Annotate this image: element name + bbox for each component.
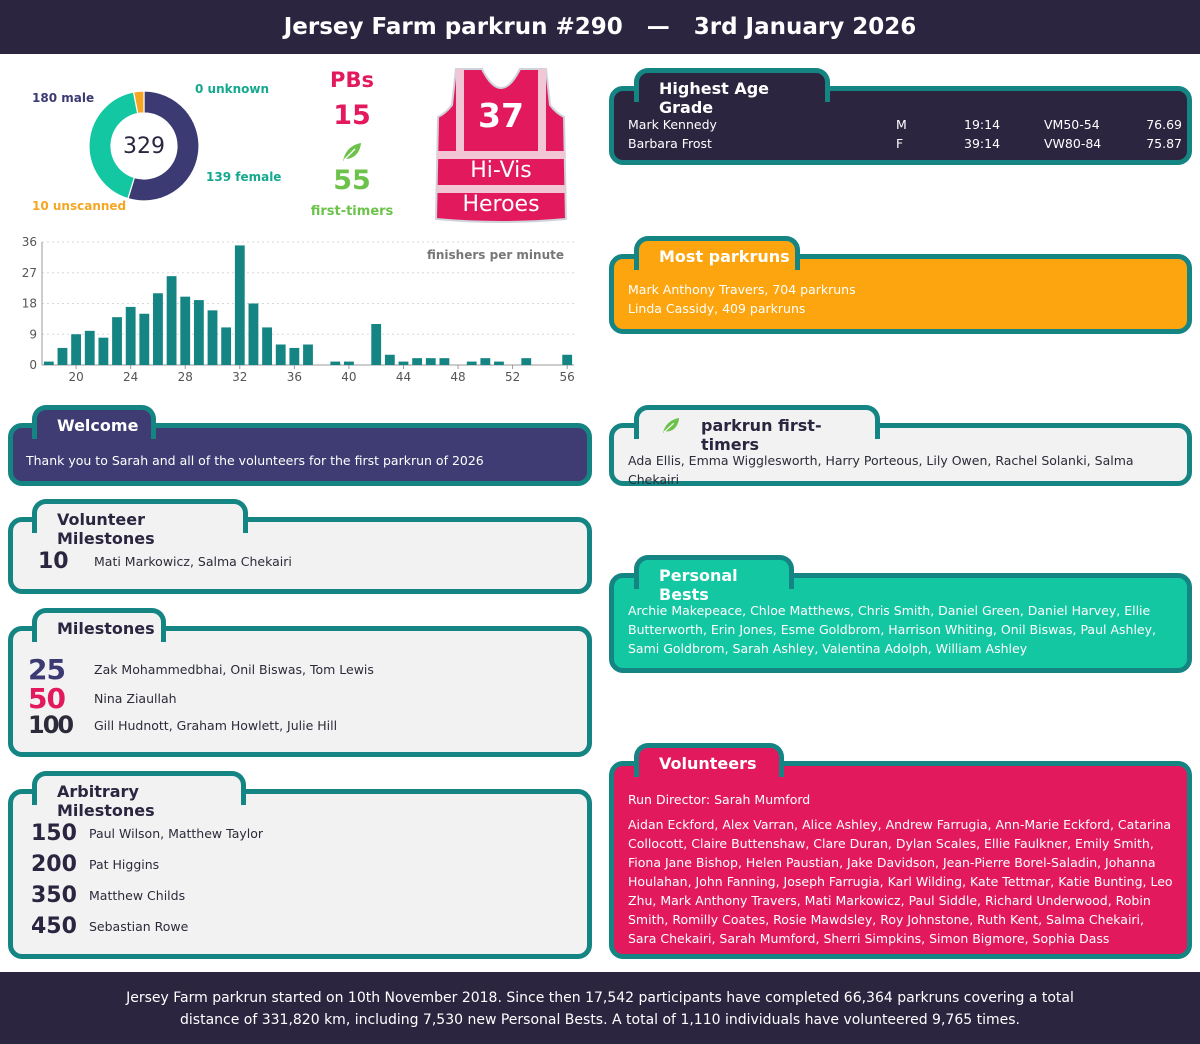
most-parkruns-line: Mark Anthony Travers, 704 parkruns [628, 282, 856, 297]
bar [235, 245, 245, 365]
milestones-tab [32, 608, 166, 642]
bar [112, 317, 122, 365]
bar [71, 334, 81, 365]
arbitrary-row [31, 914, 188, 939]
milestone-names: Gill Hudnott, Graham Howlett, Julie Hill [94, 717, 338, 733]
ag-time: 19:14 [964, 117, 1001, 132]
milestone-names: Zak Mohammedbhai, Onil Biswas, Tom Lewis [94, 662, 374, 677]
volunteers-card [609, 761, 1192, 959]
event-date: 3rd January 2026 [693, 14, 917, 40]
milestone-number: 200 [31, 852, 77, 877]
x-tick-label: 36 [286, 370, 302, 384]
volunteers-names: Aidan Eckford, Alex Varran, Alice Ashley, Andrew Farrugia, Ann-Marie Eckford, Catarina Collocott, Claire Buttenshaw, Clare Duran, Dylan Scales, Ellie Faulkner, Emily Smith, Fiona Jane Bishop, Helen Paustian, Jake Davidson, Jean-Pierre Borel-Saladin, Johanna Houlahan, John Fanning, Joseph Farrugia, Karl Wilding, Kate Tettmar, Katie Bunting, Leo Zhu, Mark Anthony Travers, Mati Markowicz, Paul Siddle, Richard Underwood, Robin Smith, Romilly Coates, Rosie Mawdsley, Roy Johnstone, Ruth Kent, Salma Chekairi, Sara Chekairi, Sarah Mumford, Sherri Simpkins, Simon Bigmore, Sophia Dass [628, 817, 1173, 946]
milestone-badge-25: 25 [28, 653, 65, 686]
bar [562, 355, 572, 365]
gender-donut [88, 90, 200, 202]
bar [139, 314, 149, 365]
volunteers-tab [634, 743, 784, 777]
volunteer-milestones-tab [32, 499, 248, 548]
milestone-row-100 [28, 711, 337, 739]
arbitrary-row [31, 821, 263, 846]
age-grade-tab [634, 68, 830, 117]
hivis-count: 37 [478, 96, 524, 135]
y-tick-label: 0 [29, 358, 37, 372]
x-tick-label: 32 [232, 370, 248, 384]
x-tick-label: 56 [559, 370, 575, 384]
bar [276, 345, 286, 366]
milestone-badge-50: 50 [28, 682, 65, 715]
female-count-label: 139 female [206, 170, 282, 184]
x-tick-label: 20 [68, 370, 84, 384]
y-tick-label: 27 [21, 265, 37, 280]
most-parkruns-tab [634, 236, 800, 270]
bar [85, 331, 95, 365]
milestone-names: Sebastian Rowe [89, 919, 189, 934]
volunteer-milestone-row [38, 549, 292, 574]
finishers-chart [12, 232, 590, 392]
milestone-names: Matthew Childs [89, 888, 186, 903]
personal-bests-names: Archie Makepeace, Chloe Matthews, Chris Smith, Daniel Green, Daniel Harvey, Ellie Butterworth, Erin Jones, Esme Goldbrom, Harrison Whiting, Onil Biswas, Paul Ashley, Sami Goldbrom, Sarah Ashley, Valentina Adolph, William Ashley [628, 603, 1156, 656]
bar [494, 362, 504, 365]
ag-category: VM50-54 [1044, 117, 1100, 132]
bar [412, 358, 422, 365]
most-parkruns-title: Most parkruns [659, 247, 790, 266]
age-grade-row [628, 115, 1182, 134]
age-grade-table [628, 115, 1182, 153]
pbs-count: 15 [333, 100, 371, 131]
bar [58, 348, 68, 365]
welcome-tab [32, 405, 156, 439]
milestones-title: Milestones [57, 619, 155, 638]
personal-bests-tab [634, 555, 794, 604]
bar [480, 358, 490, 365]
milestones-card [8, 626, 592, 757]
x-tick-label: 40 [341, 370, 357, 384]
welcome-title: Welcome [57, 416, 139, 435]
pbs-title: PBs [330, 68, 374, 92]
bar [439, 358, 449, 365]
volunteer-milestones-title: Volunteer Milestones [57, 510, 155, 548]
first-timers-label: first-timers [310, 204, 394, 219]
ag-grade: 76.69 [1146, 117, 1182, 132]
ag-time: 39:14 [964, 136, 1001, 151]
bar [98, 338, 108, 365]
ag-name: Mark Kennedy [628, 117, 717, 132]
bar [221, 327, 231, 365]
milestone-names: Pat Higgins [89, 857, 160, 872]
most-parkruns-line: Linda Cassidy, 409 parkruns [628, 301, 806, 316]
bar [467, 362, 477, 365]
milestone-names: Mati Markowicz, Salma Chekairi [94, 554, 292, 569]
leaf-icon [341, 141, 363, 163]
hivis-line2: Heroes [462, 192, 540, 217]
y-tick-label: 18 [21, 296, 37, 311]
arbitrary-milestones-tab [32, 771, 246, 820]
welcome-text: Thank you to Sarah and all of the volunteers for the first parkrun of 2026 [26, 453, 484, 468]
y-tick-label: 9 [29, 327, 37, 342]
x-tick-label: 52 [504, 370, 521, 384]
unknown-count-label: 0 unknown [195, 82, 270, 96]
ag-category: VW80-84 [1044, 136, 1102, 151]
volunteers-title: Volunteers [659, 754, 757, 773]
chart-title: finishers per minute [426, 248, 564, 262]
event-title: Jersey Farm parkrun #290 [283, 14, 623, 40]
bar [426, 358, 436, 365]
ag-name: Barbara Frost [628, 136, 712, 151]
x-tick-label: 24 [123, 370, 139, 384]
hivis-line1: Hi-Vis [470, 158, 532, 183]
milestone-number: 150 [31, 821, 77, 846]
footer-text: Jersey Farm parkrun started on 10th November 2018. Since then 17,542 participants have completed 66,364 parkruns covering a total distance of 331,820 km, including 7,530 new Personal Bests. A total of 1,110 individuals have volunteered 9,765 times. [126, 990, 1074, 1028]
bar [289, 348, 299, 365]
bar [180, 297, 190, 365]
bar [44, 362, 54, 365]
bar [126, 307, 136, 365]
ag-sex: F [896, 136, 904, 151]
arbitrary-row [31, 852, 159, 877]
milestone-number: 10 [38, 549, 69, 574]
bar [249, 304, 259, 366]
bar [167, 276, 177, 365]
milestone-number: 350 [31, 883, 77, 908]
first-timers-names: Ada Ellis, Emma Wigglesworth, Harry Porteous, Lily Owen, Rachel Solanki, Salma Chekairi [628, 453, 1134, 487]
y-tick-label: 36 [21, 235, 37, 249]
bar [399, 362, 409, 365]
x-tick-label: 44 [395, 370, 412, 384]
bar [371, 324, 381, 365]
unscanned-count-label: 10 unscanned [32, 199, 127, 213]
milestone-badge-100: 100 [28, 711, 73, 739]
arbitrary-row [31, 883, 185, 908]
first-timers-title: parkrun first-timers [701, 416, 822, 454]
male-count-label: 180 male [32, 91, 95, 105]
personal-bests-title: Personal Bests [659, 566, 738, 604]
bar [194, 300, 204, 365]
bar [153, 293, 163, 365]
bar [521, 358, 531, 365]
milestone-number: 450 [31, 914, 77, 939]
bar [330, 362, 340, 365]
x-tick-label: 48 [450, 370, 466, 384]
header-dash: — [646, 14, 670, 40]
age-grade-title: Highest Age Grade [659, 79, 769, 117]
bar [385, 355, 395, 365]
age-grade-row [628, 134, 1182, 153]
milestone-names: Paul Wilson, Matthew Taylor [89, 826, 264, 841]
x-tick-label: 28 [177, 370, 193, 384]
milestone-names: Nina Ziaullah [94, 691, 177, 706]
bar [208, 310, 218, 365]
first-timers-count: 55 [333, 165, 371, 196]
bar [303, 345, 313, 366]
run-director: Run Director: Sarah Mumford [628, 792, 811, 807]
bar [262, 327, 272, 365]
arbitrary-milestones-title: Arbitrary Milestones [57, 782, 155, 820]
page-footer [0, 972, 1200, 1044]
page-header [0, 0, 1200, 54]
donut-total: 329 [123, 133, 165, 159]
bar [344, 362, 354, 365]
ag-grade: 75.87 [1146, 136, 1182, 151]
leaf-icon [661, 417, 681, 435]
ag-sex: M [896, 117, 907, 132]
